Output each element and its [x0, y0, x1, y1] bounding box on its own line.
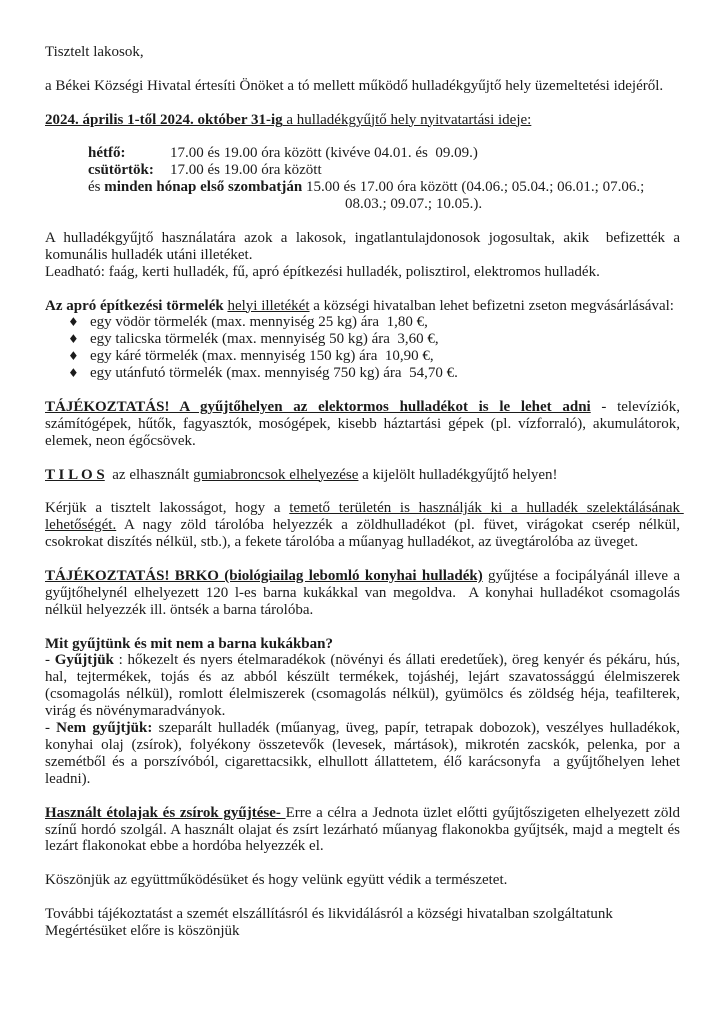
opening-hours-heading	[45, 112, 680, 129]
text-segment: egy káré törmelék (max. mennyiség 150 kg) ára 10,90 €,	[90, 348, 434, 365]
bullet-diamond-icon: ♦	[68, 366, 79, 381]
text-segment: További tájékoztatást a szemét elszállításról és likvidálásról a községi hivatalban szolgáltatunk	[45, 906, 613, 923]
text-segment: a hulladékgyűjtő hely nyitvatartási ideje:	[282, 111, 532, 128]
text-segment: Az apró építkezési törmelék	[45, 297, 224, 314]
schedule-row-saturday-continued	[45, 196, 680, 213]
thanks-paragraph	[45, 872, 680, 889]
bullet-diamond-icon: ♦	[68, 315, 79, 330]
text-segment: -	[45, 720, 57, 737]
text-segment: Használt étolajak és zsírok gyűjtése-	[45, 804, 286, 821]
text-segment: 2024. április 1-től 2024. október 31-ig	[45, 111, 283, 128]
text-segment: a Békei Községi Hivatal értesíti Önöket a tó mellett működő hulladékgyűjtő hely üzemeltetési idejéről.	[45, 77, 664, 94]
further-info-paragraph	[45, 906, 680, 923]
price-bullet-wheelbarrow	[45, 331, 680, 348]
text-segment: Tisztelt lakosok,	[45, 44, 144, 60]
schedule-row-thursday	[45, 162, 680, 179]
not-collect-list-paragraph	[45, 720, 684, 788]
text-segment: szeparált hulladék (műanyag, üveg, papír, tetrapak dobozok), veszélyes hulladékok, konyhai olaj (zsírok), folyékony összetevők (levesek, mártások), mikrotén zacskók, pelenka, por a szemétből és a porszívóból, cigarettacsikk, elhullott állattetem, élő karácsonyfa a gyűjtőhelyen lehet leadni).	[45, 720, 684, 787]
text-segment: gyűjtése a focipályánál illeve a gyűjtőhelynél elhelyezett 120 l-es barna kukákkal van megoldva. A konyhai hulladékot csomagolás nélkül helyezzék ill. öntsék a barna tárolóba.	[45, 567, 684, 618]
bullet-diamond-icon: ♦	[68, 332, 79, 347]
brko-paragraph	[45, 567, 684, 619]
schedule-day-label: csütörtök:	[88, 162, 154, 179]
text-segment: egy vödör törmelék (max. mennyiség 25 kg) ára 1,80 €,	[90, 314, 428, 331]
text-segment: Nem gyűjtjük:	[56, 720, 153, 737]
bullet-diamond-icon: ♦	[68, 349, 79, 364]
text-segment: Megértésüket előre is köszönjük	[45, 922, 240, 939]
text-segment: A hulladékgyűjtő használatára azok a lakosok, ingatlantulajdonosok jogosultak, akik befizették a komunális hulladék utáni illetéket.	[45, 229, 684, 263]
text-segment: 08.03.; 09.07.; 10.05.).	[345, 196, 483, 213]
text-segment: Kérjük a tisztelt lakosságot, hogy a	[45, 500, 290, 517]
cemetery-paragraph	[45, 500, 684, 551]
text-segment: helyi illetékét	[227, 297, 310, 314]
text-segment: 17.00 és 19.00 óra között (kivéve 04.01. és 09.09.)	[170, 145, 478, 162]
text-segment: a kijelölt hulladékgyűjtő helyen!	[358, 466, 558, 483]
salutation	[45, 44, 680, 61]
text-segment: TÁJÉKOZTATÁS! BRKO (biológiailag lebomló konyhai hulladék)	[45, 567, 483, 584]
text-segment: temető területén is használják ki a hulladék szelektálásának lehetőségét.	[45, 500, 684, 534]
rubble-fee-heading	[45, 298, 680, 315]
tires-forbidden-paragraph	[45, 467, 680, 484]
text-segment: Leadható: faág, kerti hulladék, fű, apró építkezési hulladék, polisztirol, elektromos hulladék.	[45, 263, 600, 280]
text-segment: a községi hivatalban lehet befizetni zseton megvásárlásával:	[309, 297, 674, 314]
acceptable-waste-line	[45, 264, 680, 281]
text-segment: A nagy zöld tárolóba helyezzék a zöldhulladékot (pl. füvet, virágokat cserép nélkül, csokrokat diszítés nélkül, stb.), a fekete tárolóba a műanyag hulladékot, az üvegtárolóba az üveget.	[45, 517, 684, 551]
text-segment: : hőkezelt és nyers ételmaradékok (növényi és állati eredetűek), öreg kenyér és pékáru, hús, hal, tejtermékek, tojás és az abból készült termékek, tojáshéj, lejárt szavatossággú élelmiszerek (csomagolás nélkül), romlott élelmiszerek (csomagolás nélkül), gyümölcs és zöldség héja, teafilterek, virág és növénymaradványok.	[45, 652, 684, 720]
brown-bins-heading	[45, 636, 680, 653]
text-segment: Köszönjük az együttműködésüket és hogy velünk együtt védik a természetet.	[45, 872, 508, 889]
text-segment: T I L O S	[45, 466, 105, 483]
text-segment: - televíziók, számítógépek, hűtők, fagyasztók, mosógépek, kisebb háztartási gépek (pl. vízforraló), akumulátorok, elemek, neon égőcsövek.	[45, 398, 684, 449]
price-bullet-bucket	[45, 314, 680, 331]
price-bullet-cart	[45, 348, 680, 365]
text-segment: az elhasznált	[104, 466, 194, 483]
collect-list-paragraph	[45, 652, 684, 720]
text-segment: 17.00 és 19.00 óra között	[170, 162, 322, 179]
price-bullet-trailer	[45, 365, 680, 382]
text-segment: Mit gyűjtünk és mit nem a barna kukákban?	[45, 635, 333, 652]
used-oils-paragraph	[45, 804, 684, 856]
text-segment: 15.00 és 17.00 óra között (04.06.; 05.04.; 06.01.; 07.06.;	[302, 179, 645, 196]
text-segment: -	[45, 652, 55, 669]
closing-paragraph	[45, 923, 680, 940]
intro-paragraph	[45, 78, 680, 95]
text-segment: egy utánfutó törmelék (max. mennyiség 750 kg) ára 54,70 €.	[90, 365, 458, 382]
schedule-day-label: hétfő:	[88, 145, 126, 162]
text-segment: és	[88, 179, 105, 196]
schedule-row-monday	[45, 145, 680, 162]
eligibility-paragraph	[45, 229, 684, 264]
text-segment: Gyűjtjük	[54, 652, 114, 669]
electronics-info-paragraph	[45, 398, 684, 450]
text-segment: egy talicska törmelék (max. mennyiség 50 kg) ára 3,60 €,	[90, 331, 439, 348]
schedule-row-saturday	[45, 179, 680, 196]
text-segment: gumiabroncsok elhelyezése	[193, 466, 359, 483]
text-segment: minden hónap első szombatján	[104, 179, 303, 196]
text-segment: TÁJÉKOZTATÁS! A gyűjtőhelyen az elektormos hulladékot is le lehet adni	[45, 398, 591, 415]
text-segment: Erre a célra a Jednota üzlet előtti gyűjtőszigeten elhelyezett zöld színű hordó szolgál. A használt olajat és zsírt lezárható műanyag flakonokba gyűjtsék, majd a megtelt és lezárt flakonokat ebbe a hordóba helyezzék el.	[45, 804, 684, 855]
